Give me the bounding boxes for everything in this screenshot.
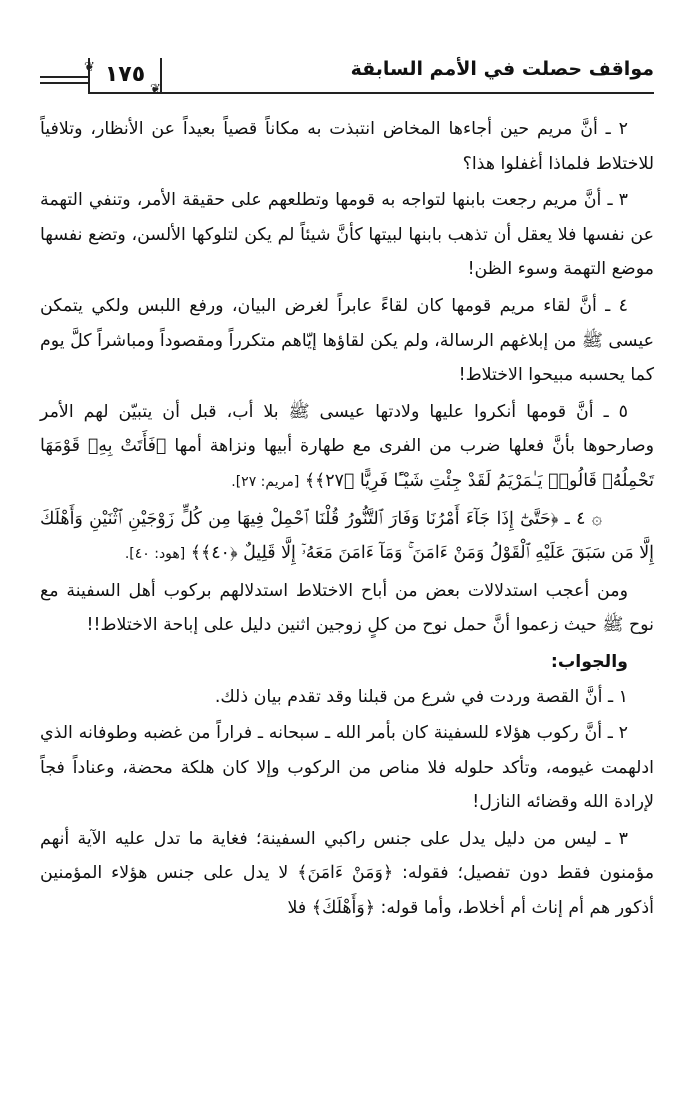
paragraph-4 — [40, 395, 654, 500]
header-ornament-left-icon: ❦ — [84, 60, 95, 75]
paragraph-hud — [40, 502, 654, 572]
item-marker-icon: ۞ — [591, 508, 602, 529]
verse-wa-ahlaka: ﴿وَأَهْلَكَ﴾ — [311, 898, 375, 919]
page-number: ١٧٥ — [88, 58, 162, 94]
paragraph-8-text-c: فلا — [287, 898, 307, 919]
hud-item-number: ٤ ـ — [564, 508, 586, 529]
verse-maryam: ﴿فَأَتَتْ بِهِۦ قَوْمَهَا تَحْمِلُهُۥ قَالُوا۟ يَـٰمَرْيَمُ لَقَدْ جِئْتِ شَيْـًٔا فَرِيًّا ﴿٢٧﴾﴾ — [40, 436, 654, 491]
page-header — [0, 0, 694, 110]
page-body — [40, 112, 654, 928]
header-rule-left-top — [40, 76, 88, 78]
verse-waman-amana: ﴿وَمَنْ ءَامَنَ﴾ — [297, 863, 394, 884]
paragraph-6: ١ ـ أنَّ القصة وردت في شرع من قبلنا وقد تقدم بيان ذلك. — [214, 686, 628, 707]
paragraph-4-text: ٥ ـ أنَّ قومها أنكروا عليها ولادتها عيسى ﷺ بلا أب، قبل أن يتبيّن لهم الأمر وصارحوها بأنَّ فعلها ضرب من الفرى مع طهارة أبيها ونزاهة أمها — [40, 401, 654, 457]
paragraph-5: ومن أعجب استدلالات بعض من أباح الاختلاط استدلالهم بركوب أهل السفينة مع نوح ﷺ حيث زعموا أنَّ حمل نوح من كلٍ زوجين اثنين دليل على إباحة الاختلاط!! — [40, 580, 654, 636]
running-title: مواقف حصلت في الأمم السابقة — [350, 58, 654, 80]
paragraph-3: ٤ ـ أنَّ لقاء مريم قومها كان لقاءً عابراً لغرض البيان، ورفع اللبس ولكي يتمكن عيسى ﷺ من إبلاغهم الرسالة، ولم يكن لقاؤها إيّاهم متكرراً ومقصوداً ومباشراً كلَّ يوم كما يحسبه مبيحوا الاختلاط! — [40, 295, 654, 386]
paragraph-8-text-b: لا يدل على جنس هؤلاء المؤمنين أذكور هم أم إناث أم أخلاط، وأما قوله: — [40, 863, 654, 919]
paragraph-8-text-a: ٣ ـ ليس من دليل يدل على جنس راكبي السفينة؛ فغاية ما تدل عليه الآية أنهم مؤمنون فقط دون تفصيل؛ فقوله: — [40, 828, 655, 884]
header-rule-left-bottom — [40, 82, 88, 84]
paragraph-8 — [40, 822, 654, 926]
verse-hud-ref: [هود: ٤٠]. — [124, 546, 186, 563]
header-rule-right — [158, 92, 654, 94]
verse-maryam-ref: [مريم: ٢٧]. — [231, 473, 300, 490]
answer-heading: والجواب: — [550, 651, 628, 672]
header-ornament-right-icon: ❦ — [150, 82, 161, 97]
paragraph-1: ٢ ـ أنَّ مريم حين أجاءها المخاض انتبذت به مكاناً قصياً بعيداً عن الأنظار، وتلافياً للاختلاط فلماذا أغفلوا هذا؟ — [40, 119, 654, 174]
paragraph-2: ٣ ـ أنَّ مريم رجعت بابنها لتواجه به قومها وتطلعهم على حقيقة الأمر، وتنفي التهمة عن نفسها فلا يعقل أن تذهب بابنها لبيتها كأنَّ شيئاً لم يكن لتلوكها الألسن، وتضع نفسها موضع التهمة وسوء الظن! — [40, 190, 654, 280]
paragraph-7: ٢ ـ أنَّ ركوب هؤلاء للسفينة كان بأمر الله ـ سبحانه ـ فراراً من غضبه وطوفانه الذي ادلهمت غيومه، وتأكد حلوله فلا مناص من الركوب وإلا كان هلكة محضة، وعناداً فجاً لإرادة الله وقضائه النازل! — [40, 723, 654, 813]
verse-hud: ﴿حَتَّىٰٓ إِذَا جَآءَ أَمْرُنَا وَفَارَ ٱلتَّنُّورُ قُلْنَا ٱحْمِلْ فِيهَا مِن كُلٍّ زَوْجَيْنِ ٱثْنَيْنِ وَأَهْلَكَ إِلَّا مَن سَبَقَ عَلَيْهِ ٱلْقَوْلُ وَمَنْ ءَامَنَ ۚ وَمَآ ءَامَنَ مَعَهُۥٓ إِلَّا قَلِيلٌ ﴿٤٠﴾﴾ — [40, 508, 654, 564]
